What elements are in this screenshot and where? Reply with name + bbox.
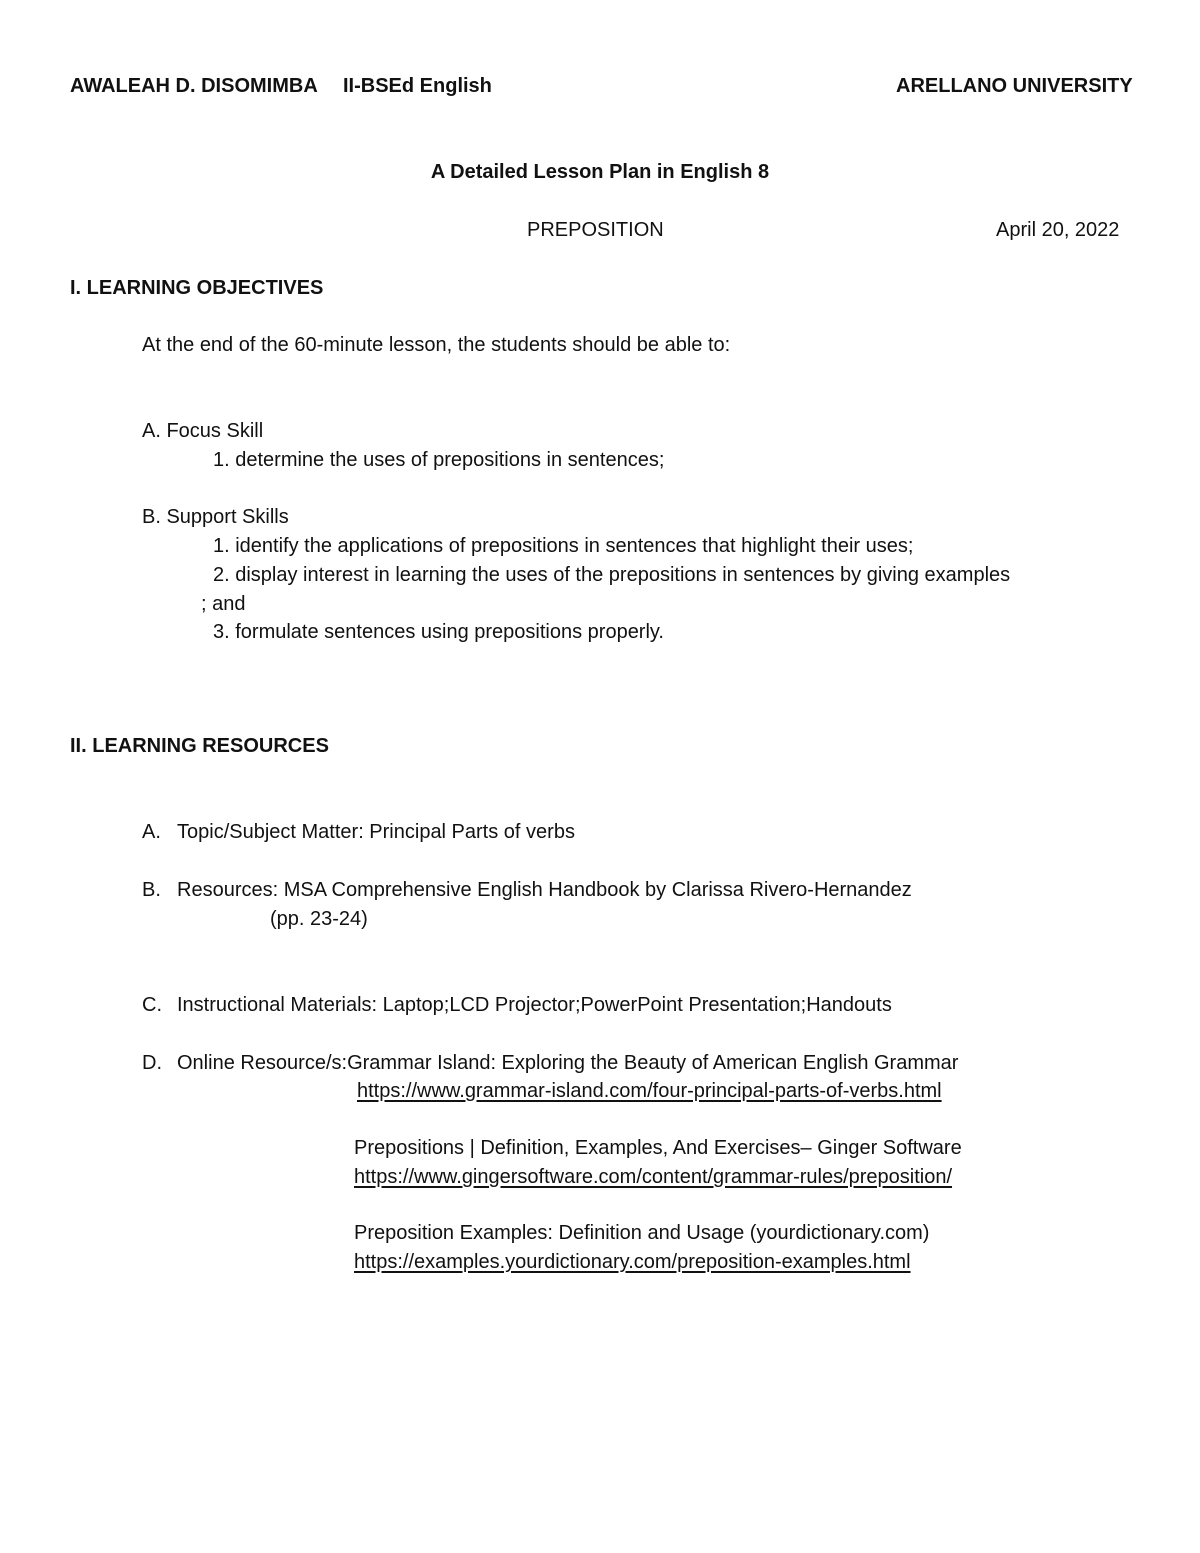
university-name: ARELLANO UNIVERSITY <box>896 75 1133 97</box>
resource-book-pages: (pp. 23-24) <box>270 908 368 930</box>
author-name: AWALEAH D. DISOMIMBA <box>70 75 318 97</box>
resource-topic: Topic/Subject Matter: Principal Parts of verbs <box>177 821 575 843</box>
lesson-topic: PREPOSITION <box>527 219 664 241</box>
support-skill-item: 3. formulate sentences using prepositions properly. <box>213 621 664 643</box>
focus-skill-heading: A. Focus Skill <box>142 420 264 442</box>
yourdictionary-title: Preposition Examples: Definition and Usage (yourdictionary.com) <box>354 1222 930 1244</box>
yourdictionary-link[interactable]: https://examples.yourdictionary.com/preposition-examples.html <box>354 1251 911 1273</box>
resource-marker: D. <box>142 1052 162 1074</box>
resource-book: Resources: MSA Comprehensive English Handbook by Clarissa Rivero-Hernandez <box>177 879 912 901</box>
focus-skill-item: 1. determine the uses of prepositions in sentences; <box>213 449 665 471</box>
resource-materials: Instructional Materials: Laptop;LCD Projector;PowerPoint Presentation;Handouts <box>177 994 892 1016</box>
support-skill-item: 1. identify the applications of prepositions in sentences that highlight their uses; <box>213 535 914 557</box>
resource-marker: A. <box>142 821 161 843</box>
ginger-link[interactable]: https://www.gingersoftware.com/content/grammar-rules/preposition/ <box>354 1166 953 1188</box>
resource-marker: B. <box>142 879 161 901</box>
lesson-date: April 20, 2022 <box>996 219 1120 241</box>
ginger-title: Prepositions | Definition, Examples, And Exercises– Ginger Software <box>354 1137 962 1159</box>
resource-online: Online Resource/s:Grammar Island: Exploring the Beauty of American English Grammar <box>177 1052 959 1074</box>
support-skill-item: 2. display interest in learning the uses of the prepositions in sentences by giving examples <box>213 564 1011 586</box>
support-skill-item-continuation: ; and <box>201 593 246 615</box>
grammar-island-link[interactable]: https://www.grammar-island.com/four-principal-parts-of-verbs.html <box>357 1080 942 1102</box>
resource-marker: C. <box>142 994 162 1016</box>
course-name: II-BSEd English <box>343 75 492 97</box>
resources-heading: II. LEARNING RESOURCES <box>70 735 329 757</box>
objectives-heading: I. LEARNING OBJECTIVES <box>70 277 324 299</box>
support-skills-heading: B. Support Skills <box>142 506 289 528</box>
document-title: A Detailed Lesson Plan in English 8 <box>430 161 770 183</box>
objectives-intro: At the end of the 60-minute lesson, the students should be able to: <box>142 334 731 356</box>
